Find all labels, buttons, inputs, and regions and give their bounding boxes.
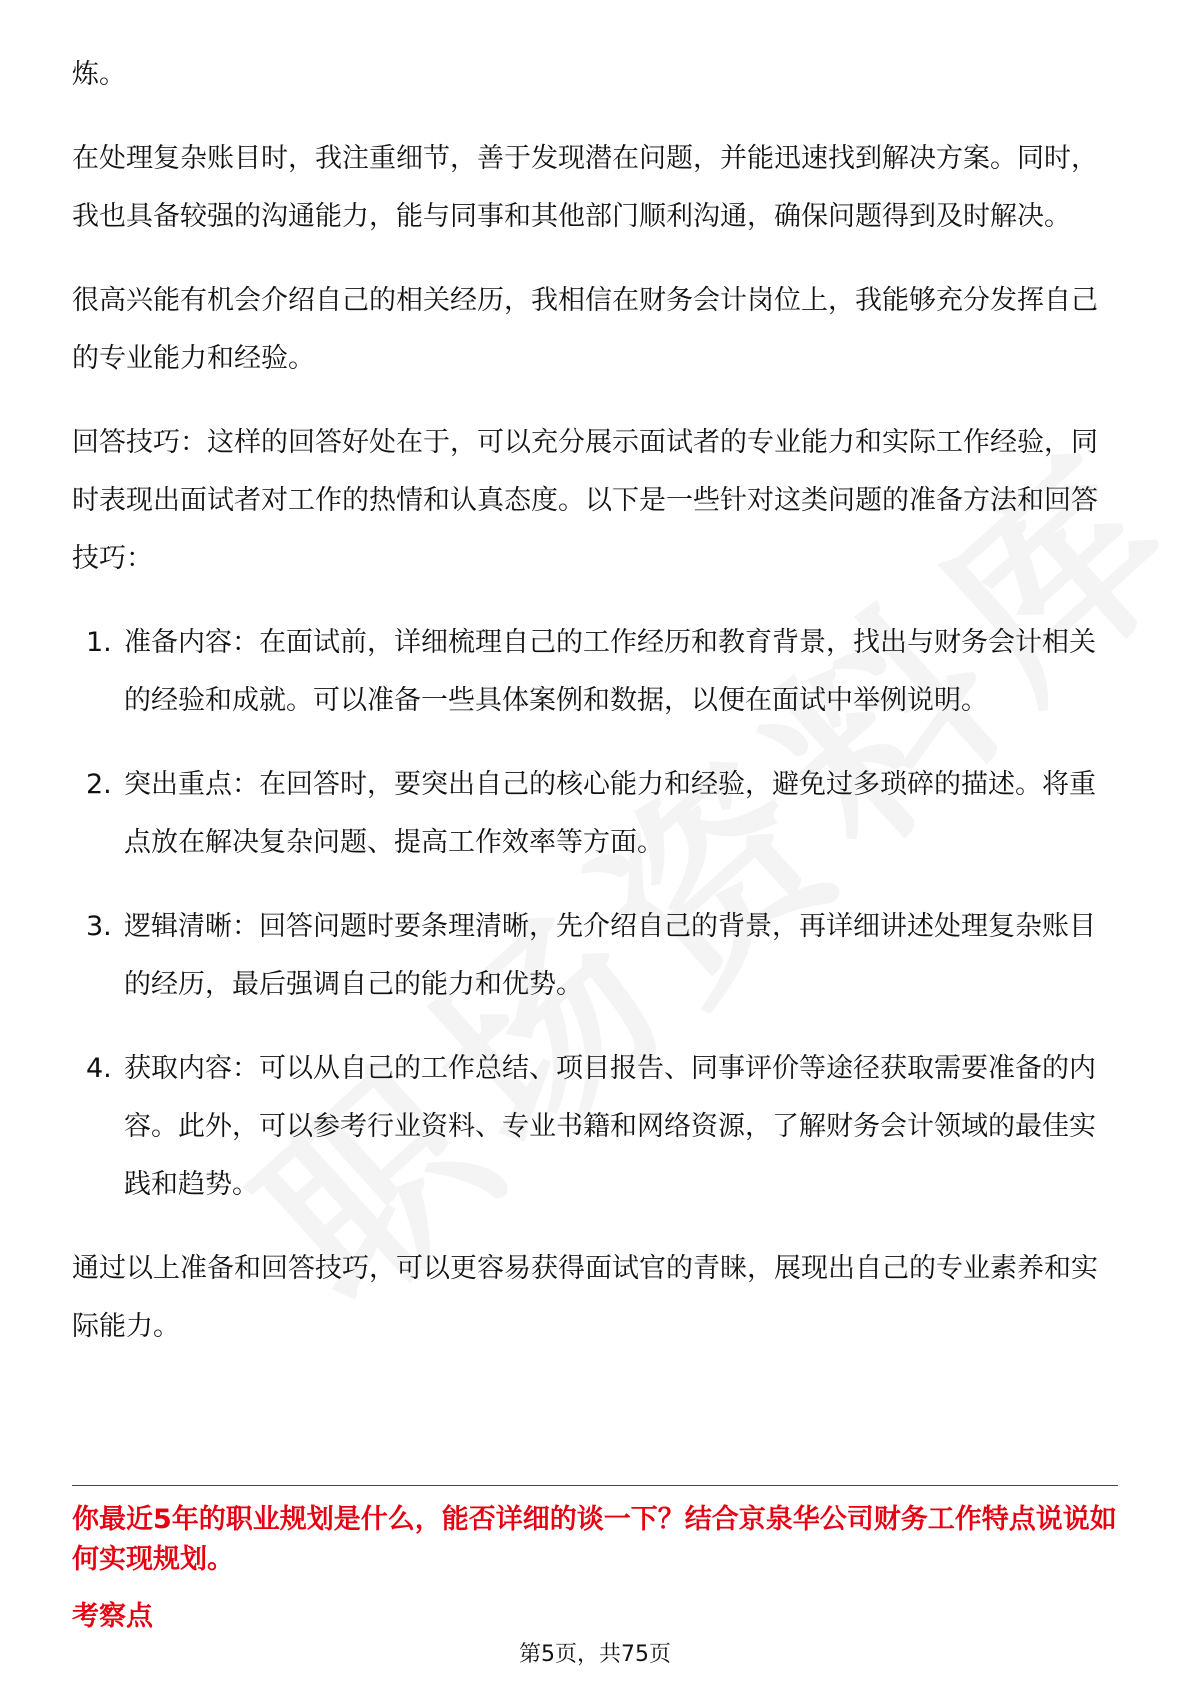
list-number: 1.: [86, 627, 112, 658]
assessment-point-heading: 考察点: [72, 1601, 153, 1632]
closing-paragraph: 通过以上准备和回答技巧，可以更容易获得面试官的青睐，展现出自己的专业素养和实际能力。: [72, 1253, 1098, 1342]
list-number: 4.: [86, 1053, 112, 1084]
list-text: 逻辑清晰：回答问题时要条理清晰，先介绍自己的背景，再详细讲述处理复杂账目的经历，最后强调自己的能力和优势。: [124, 911, 1096, 1000]
paragraph-2: 在处理复杂账目时，我注重细节，善于发现潜在问题，并能迅速找到解决方案。同时，我也具备较强的沟通能力，能与同事和其他部门顺利沟通，确保问题得到及时解决。: [72, 143, 1098, 232]
section-divider: [72, 1485, 1118, 1486]
interview-question: 你最近5年的职业规划是什么，能否详细的谈一下？结合京泉华公司财务工作特点说说如何实现规划。: [72, 1504, 1117, 1575]
list-item: [72, 756, 1118, 872]
list-text: 突出重点：在回答时，要突出自己的核心能力和经验，避免过多琐碎的描述。将重点放在解决复杂问题、提高工作效率等方面。: [124, 769, 1096, 858]
list-number: 2.: [86, 769, 112, 800]
list-text: 获取内容：可以从自己的工作总结、项目报告、同事评价等途径获取需要准备的内容。此外，可以参考行业资料、专业书籍和网络资源，了解财务会计领域的最佳实践和趋势。: [124, 1053, 1096, 1200]
list-item: [72, 614, 1118, 730]
paragraph-3: 很高兴能有机会介绍自己的相关经历，我相信在财务会计岗位上，我能够充分发挥自己的专业能力和经验。: [72, 285, 1098, 374]
paragraph-tips: 回答技巧：这样的回答好处在于，可以充分展示面试者的专业能力和实际工作经验，同时表现出面试者对工作的热情和认真态度。以下是一些针对这类问题的准备方法和回答技巧：: [72, 427, 1098, 574]
tips-list: [72, 614, 1118, 1214]
list-text: 准备内容：在面试前，详细梳理自己的工作经历和教育背景，找出与财务会计相关的经验和成就。可以准备一些具体案例和数据，以便在面试中举例说明。: [124, 627, 1096, 716]
page-body: [72, 46, 1118, 1356]
paragraph-1: 炼。: [72, 59, 126, 90]
list-number: 3.: [86, 911, 112, 942]
page-number: 第5页，共75页: [519, 1642, 671, 1667]
list-item: [72, 1040, 1118, 1214]
list-item: [72, 898, 1118, 1014]
